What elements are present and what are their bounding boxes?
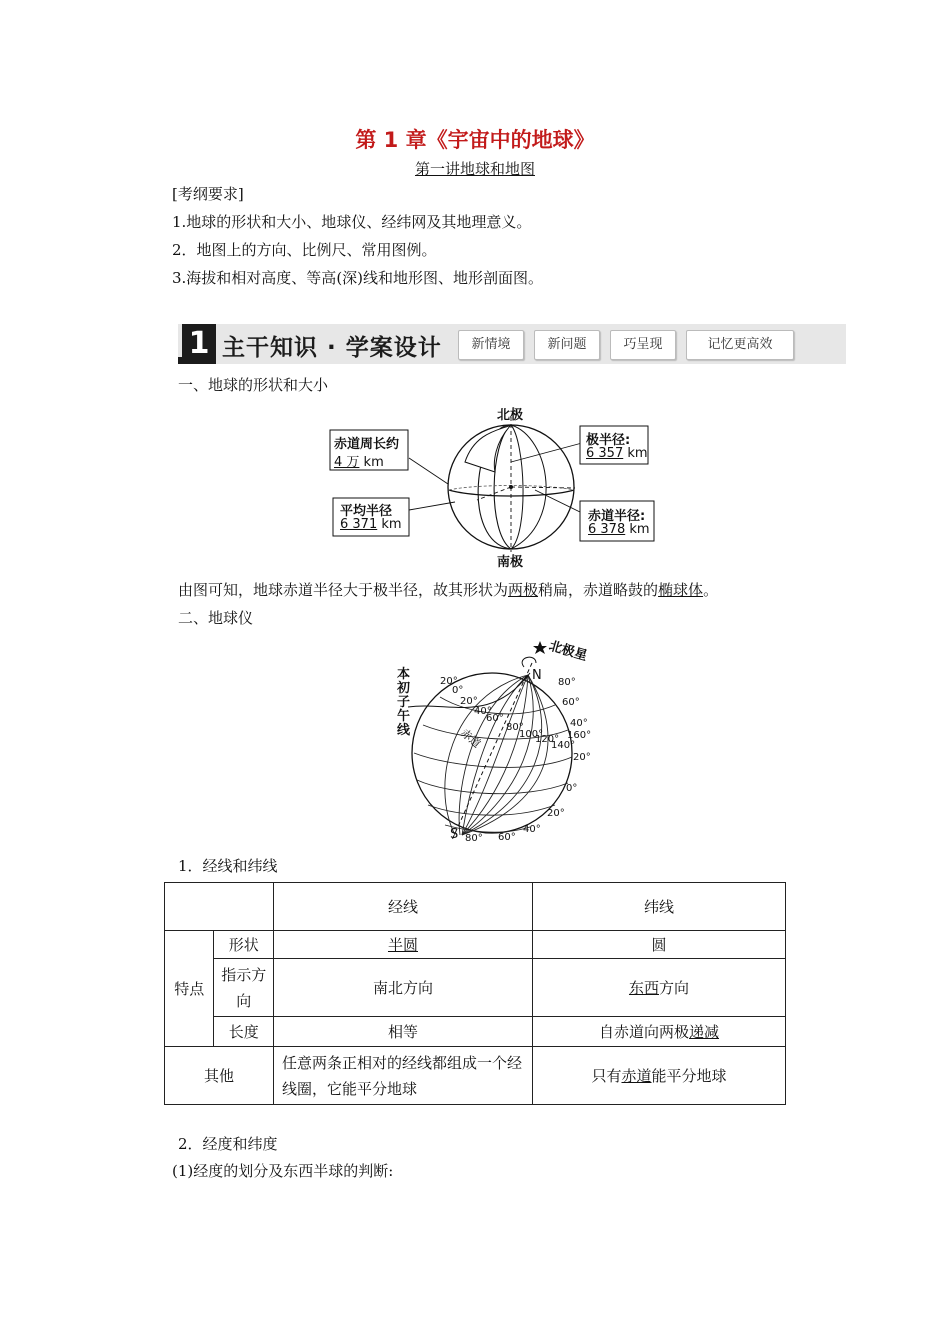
row-label-length: 长度 [214,1017,274,1047]
lecture-subtitle: 第一讲地球和地图 [414,160,535,178]
row-label-shape: 形状 [214,931,274,959]
north-pole-label: 北极 [497,408,524,423]
equatorial-radius-value: 6 378 [588,522,626,537]
subsection-longitude-division: (1)经度的划分及东西半球的判断: [172,1162,394,1180]
header-parallel: 纬线 [533,883,786,931]
cell-meridian-direction: 南北方向 [274,959,533,1017]
outline-item: 1.地球的形状和大小、地球仪、经纬网及其地理意义。 [172,213,532,231]
polar-radius-label: 极半径: [586,433,631,448]
degree-label: 20° [460,696,478,707]
section2-heading: 二、地球仪 [178,609,254,627]
chapter-title: 第 1 章《宇宙中的地球》 [355,128,595,152]
cell-meridian-length: 相等 [274,1017,533,1047]
cell-meridian-other: 任意两条正相对的经线都组成一个经线圈，它能平分地球 [274,1047,533,1105]
degree-label: 80° [506,722,524,733]
answer-two-poles: 两极 [508,581,539,599]
equator-circumference-value-row [334,451,384,470]
answer-ellipsoid: 椭球体 [658,581,704,599]
cell-parallel-length: 自赤道向两极递减 [533,1017,786,1047]
header-meridian: 经线 [274,883,533,931]
banner-button-new-context[interactable]: 新情境 [458,330,524,360]
equator-circumference-unit: km [363,455,384,470]
degree-label: 40° [523,824,541,835]
meridian-parallel-table [164,882,786,1105]
earth-shape-diagram [325,402,665,568]
outline-heading: [考纲要求] [172,185,244,203]
banner-button-new-question[interactable]: 新问题 [534,330,600,360]
degree-label: 80° [558,677,576,688]
degree-label: 160° [567,730,592,741]
polaris-label: 北极星 [547,638,589,665]
banner-heading: 主干知识 · 学案设计 [222,335,442,361]
outline-item: 2．地图上的方向、比例尺、常用图例。 [172,241,437,259]
shape-conclusion: 由图可知，地球赤道半径大于极半径，故其形状为两极稍扁，赤道略鼓的椭球体。 [178,581,719,599]
degree-label: 20° [440,676,458,687]
prime-meridian-label: 本初子午线 [397,667,411,738]
south-marker: S [450,827,459,842]
degree-label: 140° [551,740,576,751]
degree-label: 120° [535,734,560,745]
equator-circumference-label: 赤道周长约 [334,437,400,452]
degree-label: 80° [465,833,483,844]
degree-label: 60° [562,697,580,708]
degree-label: 100° [519,729,544,740]
degree-label: 60° [498,832,516,843]
cell-meridian-shape: 半圆 [274,931,533,959]
mean-radius-label: 平均半径 [340,504,393,519]
equator-circumference-value: 4 万 [334,455,360,470]
polar-radius-unit: km [627,446,648,461]
equatorial-radius-value-row [588,522,650,537]
mean-radius-value: 6 371 [340,517,378,532]
section-banner [178,324,846,364]
section1-heading: 一、地球的形状和大小 [178,376,329,394]
degree-label: 20° [547,808,565,819]
row-label-direction: 指示方向 [214,959,274,1017]
group-label-features: 特点 [165,931,214,1047]
subsection-meridian-parallel: 1．经线和纬线 [178,857,278,875]
degree-label: 60° [486,713,504,724]
cell-parallel-other: 只有赤道能平分地球 [533,1047,786,1105]
cell-parallel-direction: 东西方向 [533,959,786,1017]
mean-radius-unit: km [381,517,402,532]
equator-label: 赤道 [458,726,484,751]
table-corner-cell [165,883,274,931]
south-pole-label: 南极 [497,555,524,570]
polar-radius-value-row [586,446,648,461]
banner-number: 1 [182,324,216,364]
outline-item: 3.海拔和相对高度、等高(深)线和地形图、地形剖面图。 [172,269,544,287]
row-label-other: 其他 [165,1047,274,1105]
north-marker: N [532,668,542,683]
degree-label: 0° [452,685,464,696]
mean-radius-value-row [340,517,402,532]
degree-label: 40° [570,718,588,729]
equatorial-radius-unit: km [629,522,650,537]
polar-radius-value: 6 357 [586,446,624,461]
degree-label: 40° [474,706,492,717]
banner-button-memory[interactable]: 记忆更高效 [686,330,794,360]
globe-diagram [390,635,610,850]
banner-button-smart-display[interactable]: 巧呈现 [610,330,676,360]
equatorial-radius-label: 赤道半径: [588,509,646,524]
cell-parallel-shape: 圆 [533,931,786,959]
degree-label: 0° [566,783,578,794]
subsection-longitude-latitude: 2．经度和纬度 [178,1135,278,1153]
degree-label: 20° [573,752,591,763]
